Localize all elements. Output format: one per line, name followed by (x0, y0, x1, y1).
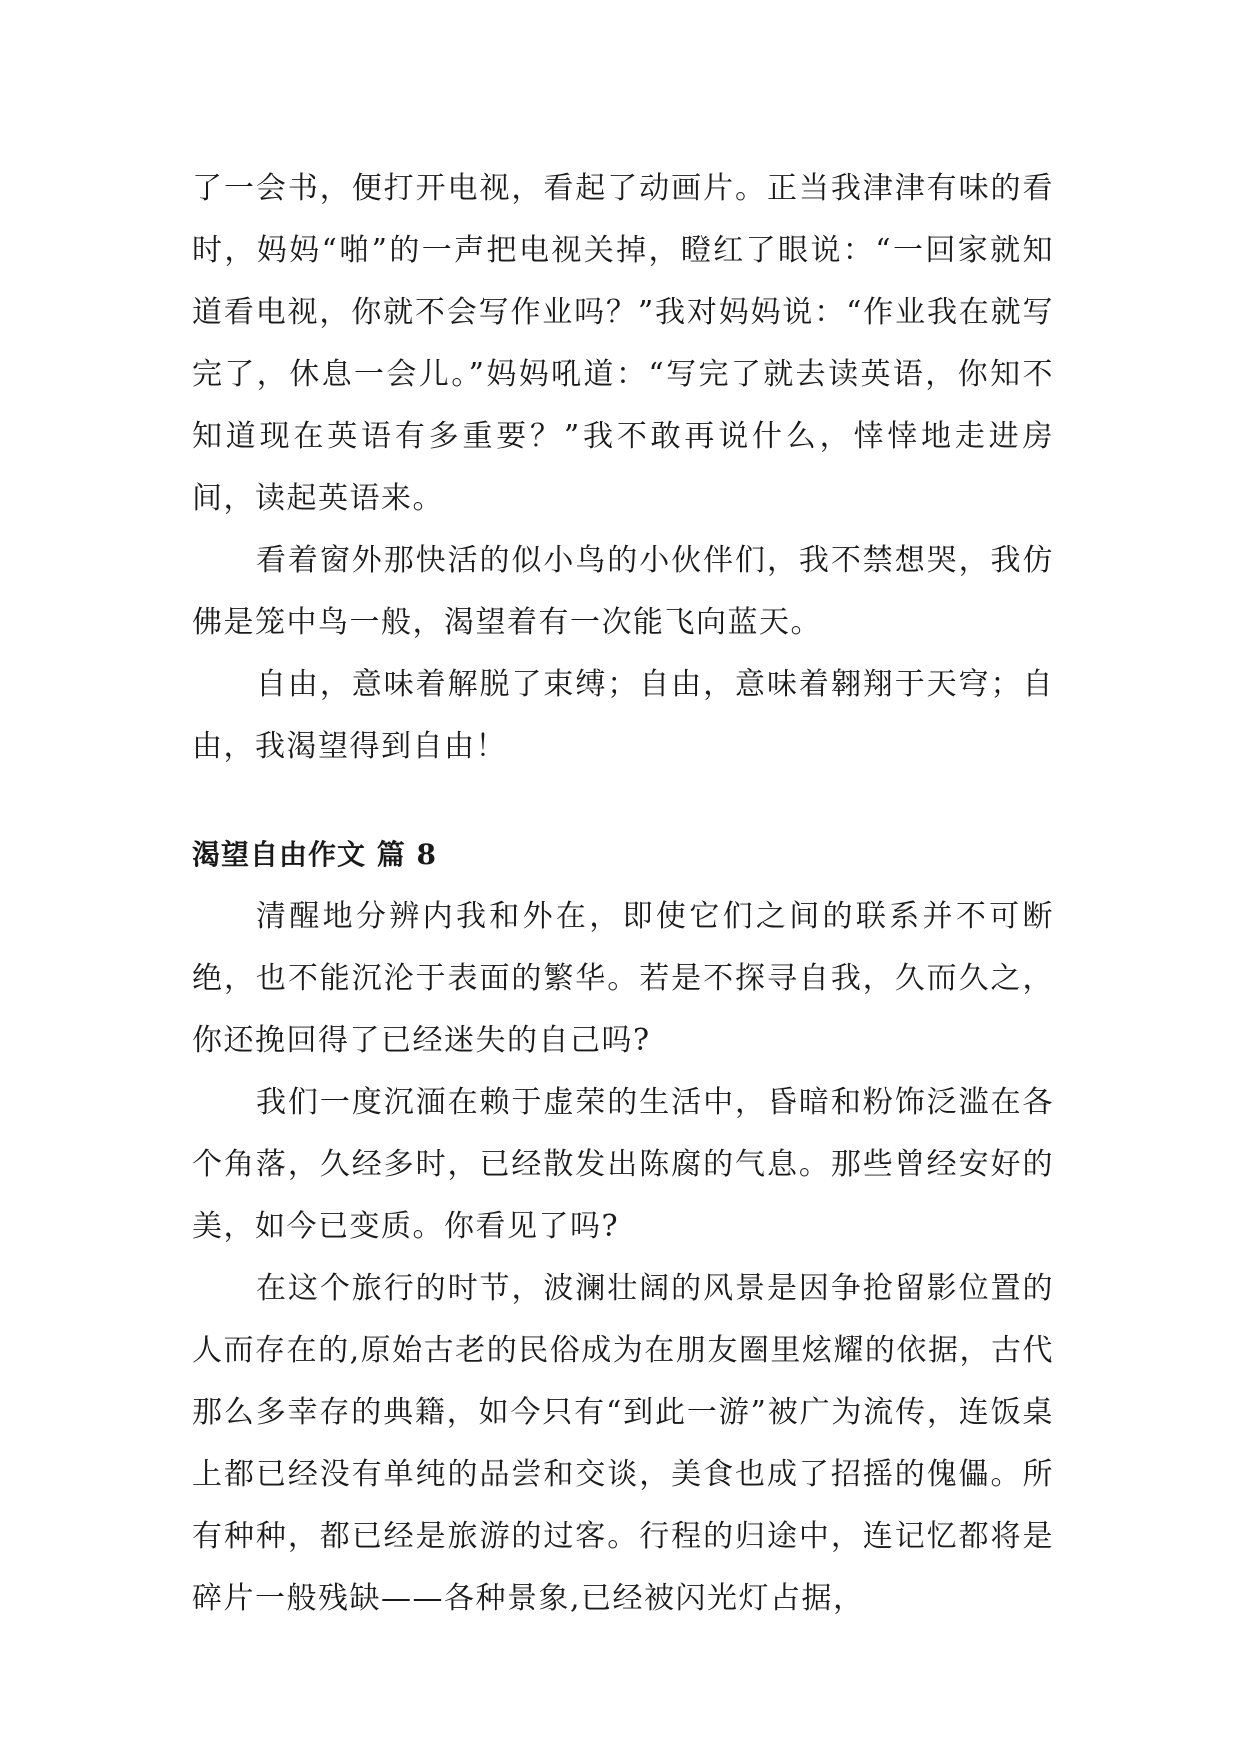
paragraph-continued: 了一会书，便打开电视，看起了动画片。正当我津津有味的看时，妈妈“啪”的一声把电视关掉，瞪红了眼说：“一回家就知道看电视，你就不会写作业吗？”我对妈妈说：“作业我在就写完了，休息一会儿。”妈妈吼道：“写完了就去读英语，你知不知道现在英语有多重要？”我不敢再说什么，悻悻地走进房间，读起英语来。 (192, 171, 1054, 516)
essay-heading: 渴望自由作文 篇 8 (192, 838, 437, 871)
document-page (192, 158, 1054, 1630)
paragraph: 清醒地分辨内我和外在，即使它们之间的联系并不可断绝，也不能沉沦于表面的繁华。若是不探寻自我，久而久之，你还挽回得了已经迷失的自己吗? (192, 899, 1054, 1058)
paragraph: 在这个旅行的时节，波澜壮阔的风景是因争抢留影位置的人而存在的,原始古老的民俗成为在朋友圈里炫耀的依据，古代那么多幸存的典籍，如今只有“到此一游”被广为流传，连饭桌上都已经没有单纯的品尝和交谈，美食也成了招摇的傀儡。所有种种，都已经是旅游的过客。行程的归途中，连记忆都将是碎片一般残缺——各种景象,已经被闪光灯占据， (192, 1271, 1054, 1616)
section-gap (192, 778, 1054, 824)
paragraph: 自由，意味着解脱了束缚；自由，意味着翱翔于天穹；自由，我渴望得到自由！ (192, 667, 1054, 764)
paragraph: 我们一度沉湎在赖于虚荣的生活中，昏暗和粉饰泛滥在各个角落，久经多时，已经散发出陈腐的气息。那些曾经安好的美，如今已变质。你看见了吗? (192, 1085, 1054, 1244)
paragraph: 看着窗外那快活的似小鸟的小伙伴们，我不禁想哭，我仿佛是笼中鸟一般，渴望着有一次能飞向蓝天。 (192, 543, 1054, 640)
